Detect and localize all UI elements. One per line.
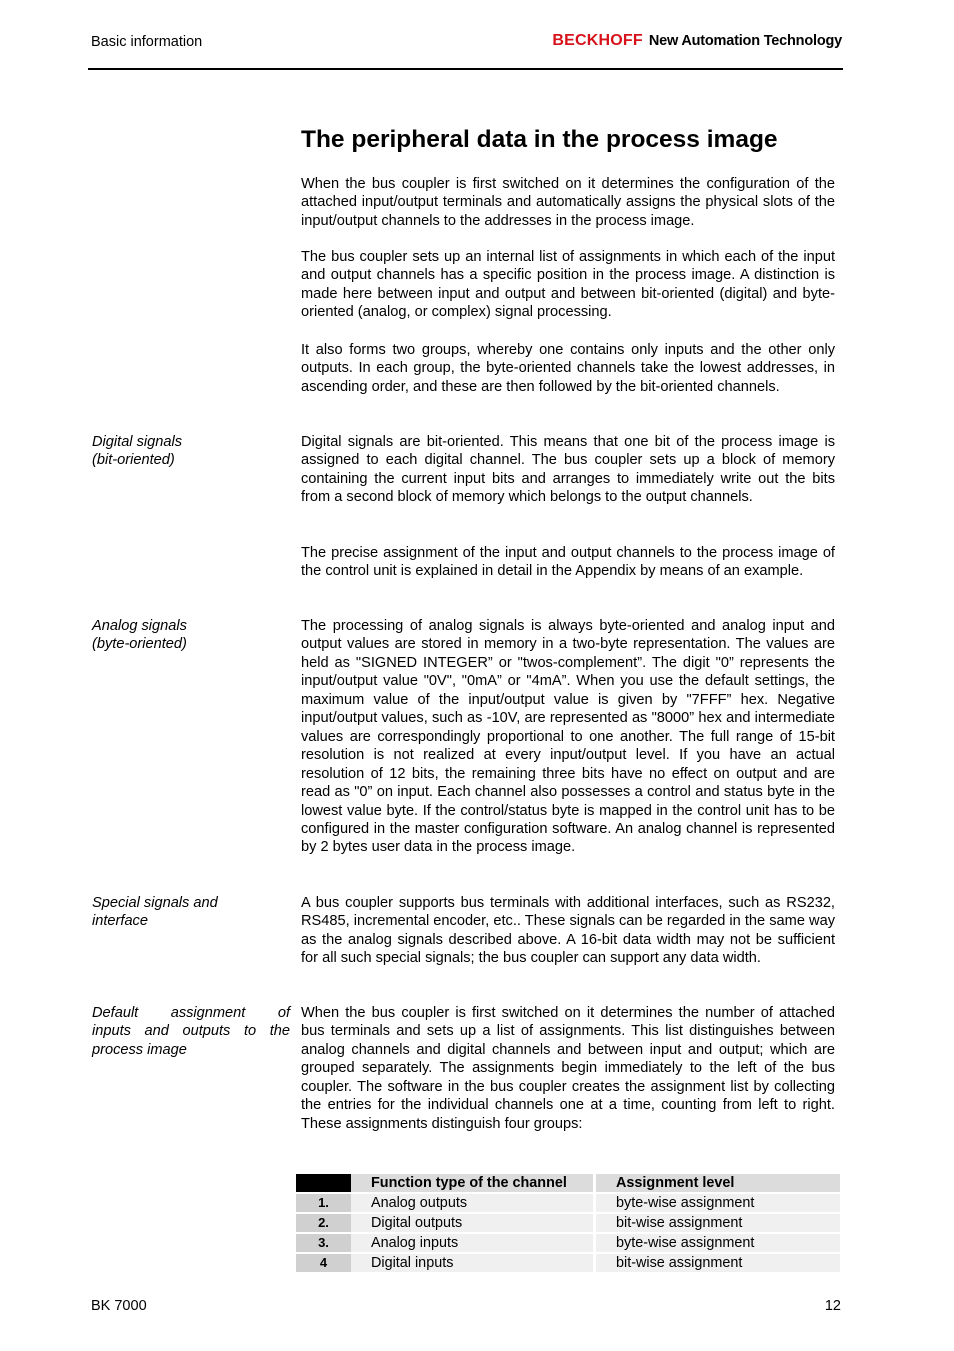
side-note-line: Special signals and	[92, 895, 218, 911]
side-note-analog-signals	[92, 617, 187, 654]
row-assignment-level: byte-wise assignment	[596, 1194, 840, 1212]
row-function-type: Analog outputs	[351, 1194, 596, 1212]
footer-page-number: 12	[824, 1298, 841, 1314]
table-row	[296, 1234, 840, 1252]
table-header-function-type: Function type of the channel	[351, 1174, 596, 1192]
row-assignment-level: bit-wise assignment	[596, 1214, 840, 1232]
side-note-special-signals	[92, 894, 218, 931]
paragraph-analog-signals: The processing of analog signals is always byte-oriented and analog input and output values are stored in memory in a two-byte representation. The values are held as "SIGNED INTEGER” or "twos-complement”. The digit "0” represents the input/output value "0V", "0mA” or "4mA”. When you use the default settings, the maximum value of the input/output value is given by "7FFF” hex. Negative input/output values, such as -10V, are represented as "8000” hex and intermediate values are correspondingly proportional to one another. The full range of 15-bit resolution is not realized at every input/output level. If you have an actual resolution of 12 bits, the remaining three bits have no effect on output and are read as "0” on input. Each channel also possesses a control and status byte in the lowest value byte. If the control/status byte is mapped in the control unit has to be configured in the master configuration software. An analog channel is represented by 2 bytes user data in the process image.	[301, 618, 835, 856]
side-note-line: (bit-oriented)	[92, 452, 175, 469]
page-title: The peripheral data in the process image	[301, 126, 778, 153]
row-function-type: Digital outputs	[351, 1214, 596, 1232]
side-note-line: Digital signals	[92, 434, 183, 450]
table-row	[296, 1214, 840, 1232]
table-header-assignment-level: Assignment level	[596, 1174, 840, 1192]
row-assignment-level: byte-wise assignment	[596, 1234, 840, 1252]
assignment-table	[296, 1172, 840, 1274]
side-note-line: inputs and outputs to the	[92, 1023, 290, 1040]
row-function-type: Digital inputs	[351, 1254, 596, 1272]
footer-product-name: BK 7000	[91, 1298, 147, 1314]
paragraph-digital-signals: Digital signals are bit-oriented. This means that one bit of the process image is assigned to each digital channel. The bus coupler sets up a block of memory containing the current input bits and arranges to immediately write out the bits from a second block of memory which belongs to the output channels.	[301, 434, 835, 506]
row-number: 4	[296, 1254, 351, 1272]
brand-tagline: New Automation Technology	[648, 33, 842, 49]
header-section-title: Basic information	[91, 34, 203, 50]
row-number: 2.	[296, 1214, 351, 1232]
table-header-row	[296, 1174, 840, 1192]
side-note-line: (byte-oriented)	[92, 636, 187, 653]
side-note-line: process image	[92, 1041, 187, 1058]
paragraph-precise-assignment: The precise assignment of the input and output channels to the process image of the control unit is explained in detail in the Appendix by means of an example.	[301, 545, 835, 580]
row-assignment-level: bit-wise assignment	[596, 1254, 840, 1272]
table-header-corner	[296, 1174, 351, 1192]
row-number: 3.	[296, 1234, 351, 1252]
paragraph-default-assignment: When the bus coupler is first switched on it determines the number of attached bus terminals and sets up a list of assignments. This list distinguishes between analog channels and digital channels and between input and output; which are grouped separately. The assignments begin immediately to the left of the bus coupler. The software in the bus coupler creates the assignment list by collecting the entries for the individual channels one at a time, counting from left to right. These assignments distinguish four groups:	[301, 1005, 835, 1132]
side-note-line: Analog signals	[92, 618, 187, 634]
paragraph-intro: When the bus coupler is first switched on it determines the configuration of the attached input/output terminals and automatically assigns the physical slots of the input/output channels to the addresses in the process image.	[301, 176, 835, 229]
table-row	[296, 1194, 840, 1212]
paragraph-groups: It also forms two groups, whereby one contains only inputs and the other only outputs. In each group, the byte-oriented channels take the lowest addresses, in ascending order, and these are then followed by the bit-oriented channels.	[301, 342, 835, 395]
table-row	[296, 1254, 840, 1272]
side-note-default-assignment	[92, 1004, 290, 1059]
paragraph-assignment-list: The bus coupler sets up an internal list of assignments in which each of the input and output channels has a specific position in the process image. A distinction is made here between input and output and between bit-oriented (digital) and byte-oriented (analog, or complex) signal processing.	[301, 249, 835, 321]
beckhoff-logo: BECKHOFF	[552, 32, 643, 49]
side-note-line: Default assignment of	[92, 1005, 290, 1021]
side-note-digital-signals	[92, 433, 182, 470]
header-divider	[88, 68, 843, 70]
row-number: 1.	[296, 1194, 351, 1212]
row-function-type: Analog inputs	[351, 1234, 596, 1252]
paragraph-special-signals: A bus coupler supports bus terminals with additional interfaces, such as RS232, RS485, incremental encoder, etc.. These signals can be regarded in the same way as the analog signals described above. A 16-bit data width may not be sufficient for all such special signals; the bus coupler can support any data width.	[301, 895, 835, 967]
side-note-line: interface	[92, 913, 148, 930]
brand-header	[552, 32, 842, 50]
